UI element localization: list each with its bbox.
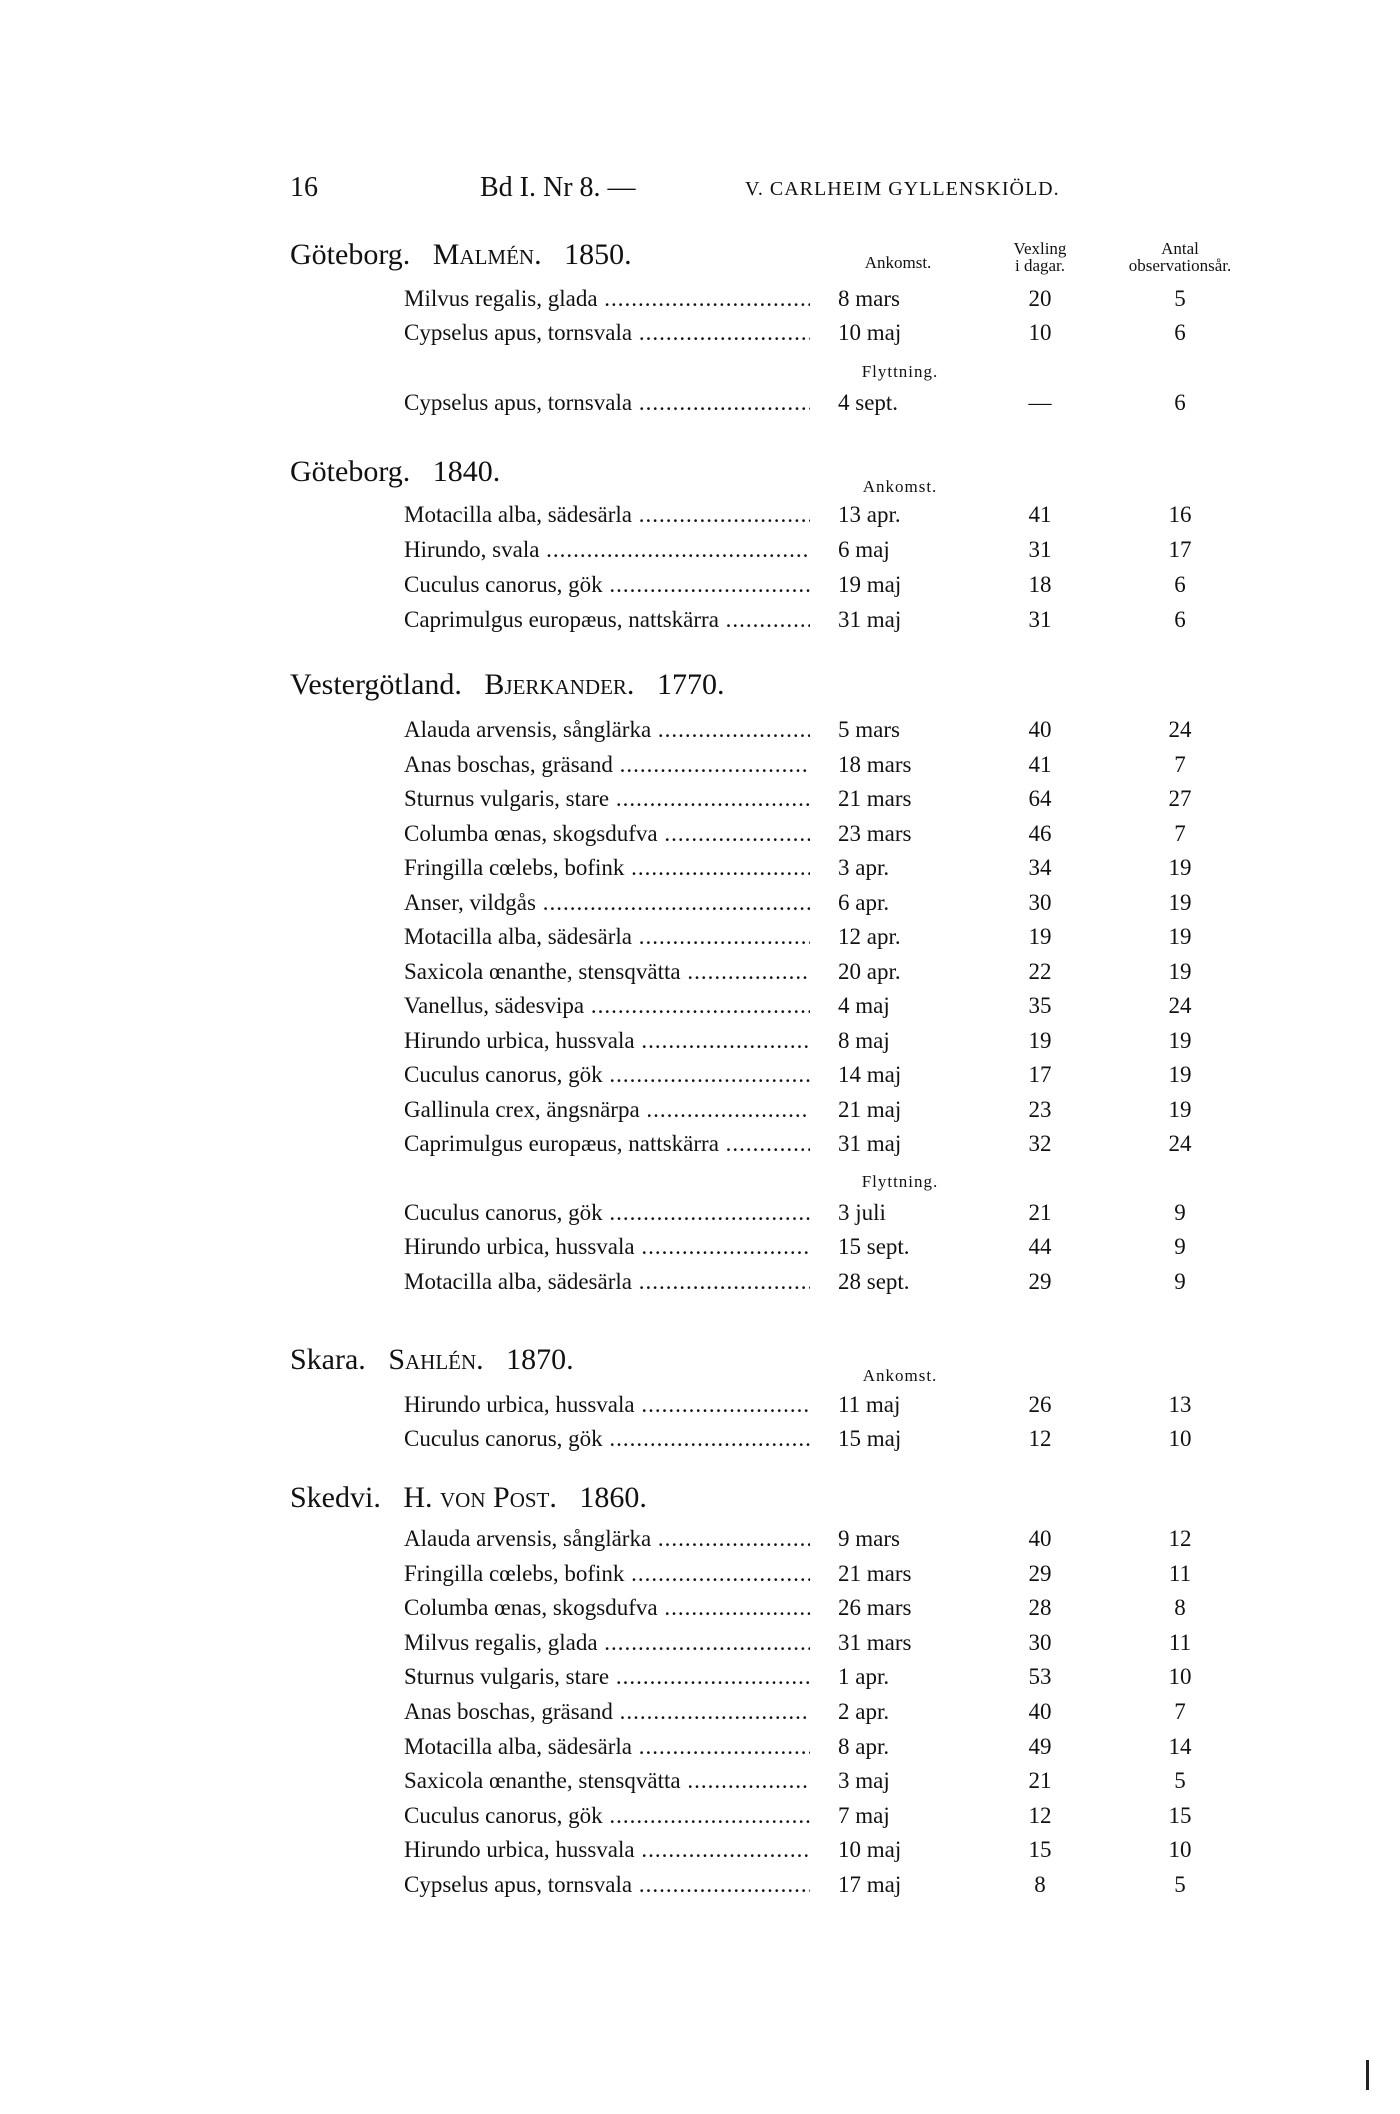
variation-days: 40 <box>1028 717 1052 742</box>
species-name: Gallinula crex, ängsnärpa ..... <box>404 1097 810 1123</box>
group-label: Flyttning. <box>861 362 939 381</box>
table-row <box>0 320 1400 354</box>
observation-years: 27 <box>1168 786 1192 811</box>
species-name: Hirundo urbica, hussvala ..... <box>404 1392 810 1418</box>
table-row <box>0 1872 1400 1906</box>
variation-days: 21 <box>1028 1199 1052 1225</box>
section-title <box>290 238 632 272</box>
observation-years: 9 <box>1174 1199 1186 1225</box>
variation-days: 19 <box>1028 924 1052 949</box>
variation-days: 29 <box>1028 1560 1052 1586</box>
observation-years: 19 <box>1168 958 1192 984</box>
species-name: Cuculus canorus, gök ..... <box>404 572 810 598</box>
observation-years: 19 <box>1168 1027 1192 1053</box>
table-row <box>0 1392 1400 1426</box>
table-row <box>0 1561 1400 1595</box>
observation-years: 24 <box>1168 1131 1192 1156</box>
species-name: Columba œnas, skogsdufva ..... <box>404 1595 810 1621</box>
column-header-days-line2: i dagar. <box>1014 256 1066 275</box>
table-row <box>0 1699 1400 1733</box>
arrival-date: 5 mars <box>838 717 900 742</box>
group-label: Ankomst. <box>862 1366 938 1385</box>
observation-years: 9 <box>1174 1268 1186 1294</box>
arrival-date: 21 maj <box>838 1096 902 1122</box>
arrival-date: 6 maj <box>838 537 890 562</box>
arrival-date: 8 maj <box>838 1027 890 1053</box>
column-header-obs-line2: observationsår. <box>1128 256 1232 275</box>
species-name: Cypselus apus, tornsvala ..... <box>404 1872 810 1898</box>
variation-days: 44 <box>1028 1234 1052 1259</box>
variation-days: 35 <box>1028 993 1052 1018</box>
species-name: Anas boschas, gräsand ..... <box>404 1699 810 1725</box>
variation-days: 30 <box>1028 889 1052 915</box>
species-name: Caprimulgus europæus, nattskärra ..... <box>404 1131 810 1157</box>
table-row <box>0 855 1400 889</box>
section-observer: Malmén. <box>432 238 542 271</box>
table-row <box>0 786 1400 820</box>
section-place: Vestergötland. <box>290 668 462 701</box>
section-year: 1870. <box>506 1343 574 1376</box>
section-title <box>290 1481 647 1515</box>
observation-years: 6 <box>1174 607 1186 632</box>
table-row <box>0 1234 1400 1268</box>
variation-days: 23 <box>1028 1096 1052 1122</box>
observation-years: 9 <box>1174 1234 1186 1259</box>
variation-days: 10 <box>1028 320 1052 345</box>
arrival-date: 4 maj <box>838 993 890 1018</box>
arrival-date: 10 maj <box>838 1837 902 1863</box>
table-row <box>0 1595 1400 1629</box>
species-name: Fringilla cœlebs, bofink ..... <box>404 1561 810 1587</box>
observation-years: 10 <box>1168 1837 1192 1863</box>
arrival-date: 10 maj <box>838 320 902 345</box>
observation-years: 14 <box>1168 1733 1192 1759</box>
species-name: Hirundo urbica, hussvala ..... <box>404 1837 810 1863</box>
arrival-date: 3 maj <box>838 1768 890 1794</box>
departure-date: 28 sept. <box>838 1268 910 1294</box>
author-name: V. CARLHEIM GYLLENSKIÖLD. <box>745 178 1060 200</box>
table-row <box>0 993 1400 1027</box>
section-observer: Sahlén. <box>388 1343 484 1376</box>
variation-days: 30 <box>1028 1629 1052 1655</box>
table-row <box>0 1768 1400 1802</box>
arrival-date: 21 mars <box>838 1560 912 1586</box>
variation-days: 41 <box>1028 502 1052 527</box>
arrival-date: 15 maj <box>838 1426 902 1451</box>
section-observer: H. von Post. <box>403 1481 557 1514</box>
arrival-date: 7 maj <box>838 1802 890 1828</box>
arrival-date: 11 maj <box>838 1392 901 1417</box>
arrival-date: 6 apr. <box>838 889 890 915</box>
table-row <box>0 1803 1400 1837</box>
table-row <box>0 502 1400 536</box>
table-row <box>0 752 1400 786</box>
column-header-arrival: Ankomst. <box>864 253 932 272</box>
observation-years: 10 <box>1168 1426 1192 1451</box>
species-name: Cuculus canorus, gök ..... <box>404 1426 810 1452</box>
variation-days: 17 <box>1028 1062 1052 1087</box>
species-name: Sturnus vulgaris, stare ..... <box>404 786 810 812</box>
table-row <box>0 286 1400 320</box>
arrival-date: 12 apr. <box>838 924 901 949</box>
section-observer: Bjerkander. <box>484 668 635 701</box>
species-name: Anser, vildgås ..... <box>404 890 810 916</box>
table-row <box>0 537 1400 571</box>
table-row <box>0 1062 1400 1096</box>
column-header-observations <box>1100 240 1260 274</box>
observation-years: 16 <box>1168 502 1192 527</box>
variation-days: 32 <box>1028 1131 1052 1156</box>
variation-days: 26 <box>1028 1392 1052 1417</box>
arrival-date: 1 apr. <box>838 1664 890 1690</box>
observation-years: 24 <box>1168 717 1192 742</box>
observation-years: 19 <box>1168 855 1192 880</box>
table-row <box>0 1734 1400 1768</box>
observation-years: 19 <box>1168 1062 1192 1087</box>
observation-years: 5 <box>1174 1768 1186 1794</box>
variation-days: 31 <box>1028 537 1052 562</box>
arrival-date: 18 mars <box>838 751 912 777</box>
species-name: Cuculus canorus, gök ..... <box>404 1803 810 1829</box>
departure-date: 3 juli <box>838 1199 886 1225</box>
species-name: Sturnus vulgaris, stare ..... <box>404 1664 810 1690</box>
observation-years: 8 <box>1174 1595 1186 1621</box>
section-year: 1840. <box>432 455 501 488</box>
page-number: 16 <box>290 172 318 203</box>
observation-years: 17 <box>1168 537 1192 562</box>
section-title <box>290 668 724 702</box>
table-row <box>0 1630 1400 1664</box>
table-row <box>0 572 1400 606</box>
column-header-obs-line1: Antal <box>1161 239 1199 258</box>
table-row <box>0 1526 1400 1560</box>
section-place: Skara. <box>290 1343 366 1376</box>
species-name: Hirundo urbica, hussvala ..... <box>404 1028 810 1054</box>
column-header-days-line1: Vexling <box>1013 239 1067 258</box>
variation-days: 19 <box>1028 1027 1052 1053</box>
table-row <box>0 1131 1400 1165</box>
arrival-date: 31 mars <box>838 1629 912 1655</box>
variation-days: 40 <box>1028 1699 1052 1724</box>
variation-days: 49 <box>1028 1733 1052 1759</box>
arrival-date: 8 apr. <box>838 1733 890 1759</box>
arrival-date: 31 maj <box>838 607 902 632</box>
observation-years: 19 <box>1168 924 1192 949</box>
species-name: Motacilla alba, sädesärla ..... <box>404 1734 810 1760</box>
table-row <box>0 1426 1400 1460</box>
species-name: Motacilla alba, sädesärla ..... <box>404 502 810 528</box>
table-row <box>0 390 1400 424</box>
species-name: Anas boschas, gräsand ..... <box>404 752 810 778</box>
observation-years: 10 <box>1168 1664 1192 1690</box>
table-row <box>0 607 1400 641</box>
arrival-date: 23 mars <box>838 820 912 846</box>
arrival-date: 3 apr. <box>838 855 890 880</box>
table-row <box>0 1200 1400 1234</box>
table-row <box>0 924 1400 958</box>
observation-years: 6 <box>1174 390 1186 415</box>
observation-years: 13 <box>1168 1392 1192 1417</box>
variation-days: 40 <box>1028 1526 1052 1551</box>
arrival-date: 31 maj <box>838 1131 902 1156</box>
table-row <box>0 821 1400 855</box>
observation-years: 15 <box>1168 1802 1192 1828</box>
variation-days: — <box>1028 390 1052 415</box>
table-row <box>0 959 1400 993</box>
species-name: Saxicola œnanthe, stensqvätta ..... <box>404 959 810 985</box>
arrival-date: 17 maj <box>838 1872 902 1897</box>
table-row <box>0 1028 1400 1062</box>
arrival-date: 8 mars <box>838 286 900 311</box>
arrival-date: 2 apr. <box>838 1699 890 1724</box>
variation-days: 29 <box>1028 1268 1052 1294</box>
observation-years: 7 <box>1174 1699 1186 1724</box>
species-name: Milvus regalis, glada ..... <box>404 286 810 312</box>
species-name: Motacilla alba, sädesärla ..... <box>404 1269 810 1295</box>
species-name: Alauda arvensis, sånglärka ..... <box>404 1526 810 1552</box>
species-name: Milvus regalis, glada ..... <box>404 1630 810 1656</box>
group-label: Flyttning. <box>861 1171 939 1191</box>
species-name: Cypselus apus, tornsvala ..... <box>404 320 810 346</box>
variation-days: 21 <box>1028 1768 1052 1794</box>
species-name: Hirundo urbica, hussvala ..... <box>404 1234 810 1260</box>
observation-years: 24 <box>1168 993 1192 1018</box>
variation-days: 18 <box>1028 572 1052 597</box>
species-name: Saxicola œnanthe, stensqvätta ..... <box>404 1768 810 1794</box>
variation-days: 28 <box>1028 1595 1052 1621</box>
observation-years: 6 <box>1174 572 1186 597</box>
section-year: 1850. <box>564 238 632 271</box>
arrival-date: 21 mars <box>838 786 912 811</box>
variation-days: 12 <box>1028 1802 1052 1828</box>
species-name: Alauda arvensis, sånglärka ..... <box>404 717 810 743</box>
arrival-date: 19 maj <box>838 572 902 597</box>
observation-years: 7 <box>1174 820 1186 846</box>
departure-date: 4 sept. <box>838 390 899 415</box>
section-place: Skedvi. <box>290 1481 381 1514</box>
species-name: Cuculus canorus, gök ..... <box>404 1200 810 1226</box>
section-title <box>290 1343 574 1377</box>
arrival-date: 14 maj <box>838 1062 902 1087</box>
observation-years: 11 <box>1168 1629 1192 1655</box>
species-name: Vanellus, sädesvipa ..... <box>404 993 810 1019</box>
variation-days: 8 <box>1034 1872 1046 1897</box>
arrival-date: 26 mars <box>838 1595 912 1621</box>
departure-date: 15 sept. <box>838 1234 910 1259</box>
variation-days: 20 <box>1028 286 1052 311</box>
species-name: Cypselus apus, tornsvala ..... <box>404 390 810 416</box>
variation-days: 31 <box>1028 607 1052 632</box>
arrival-date: 13 apr. <box>838 502 901 527</box>
variation-days: 46 <box>1028 820 1052 846</box>
arrival-date: 20 apr. <box>838 958 901 984</box>
observation-years: 5 <box>1174 286 1186 311</box>
table-row <box>0 1097 1400 1131</box>
table-row <box>0 717 1400 751</box>
observation-years: 7 <box>1174 751 1186 777</box>
observation-years: 6 <box>1174 320 1186 345</box>
section-place: Göteborg. <box>290 455 411 488</box>
species-name: Motacilla alba, sädesärla ..... <box>404 924 810 950</box>
volume-number: Bd I. Nr 8. — <box>480 172 636 203</box>
variation-days: 64 <box>1028 786 1052 811</box>
observation-years: 5 <box>1174 1872 1186 1897</box>
arrival-date: 9 mars <box>838 1526 900 1551</box>
section-place: Göteborg. <box>290 238 411 271</box>
table-row <box>0 890 1400 924</box>
section-year: 1770. <box>656 668 725 701</box>
observation-years: 11 <box>1168 1560 1192 1586</box>
observation-years: 12 <box>1168 1526 1192 1551</box>
species-name: Fringilla cœlebs, bofink ..... <box>404 855 810 881</box>
table-row <box>0 1269 1400 1303</box>
species-name: Columba œnas, skogsdufva ..... <box>404 821 810 847</box>
variation-days: 15 <box>1028 1837 1052 1863</box>
variation-days: 22 <box>1028 958 1052 984</box>
species-name: Caprimulgus europæus, nattskärra ..... <box>404 607 810 633</box>
observation-years: 19 <box>1168 889 1192 915</box>
group-label: Ankomst. <box>862 477 938 496</box>
section-title <box>290 455 500 489</box>
margin-mark <box>1366 2060 1369 2090</box>
variation-days: 34 <box>1028 855 1052 880</box>
running-head <box>290 172 1150 212</box>
variation-days: 41 <box>1028 751 1052 777</box>
section-year: 1860. <box>579 1481 647 1514</box>
species-name: Hirundo, svala ..... <box>404 537 810 563</box>
variation-days: 53 <box>1028 1664 1052 1690</box>
species-name: Cuculus canorus, gök ..... <box>404 1062 810 1088</box>
observation-years: 19 <box>1168 1096 1192 1122</box>
table-row <box>0 1837 1400 1871</box>
variation-days: 12 <box>1028 1426 1052 1451</box>
column-header-days <box>985 240 1095 274</box>
table-row <box>0 1664 1400 1698</box>
